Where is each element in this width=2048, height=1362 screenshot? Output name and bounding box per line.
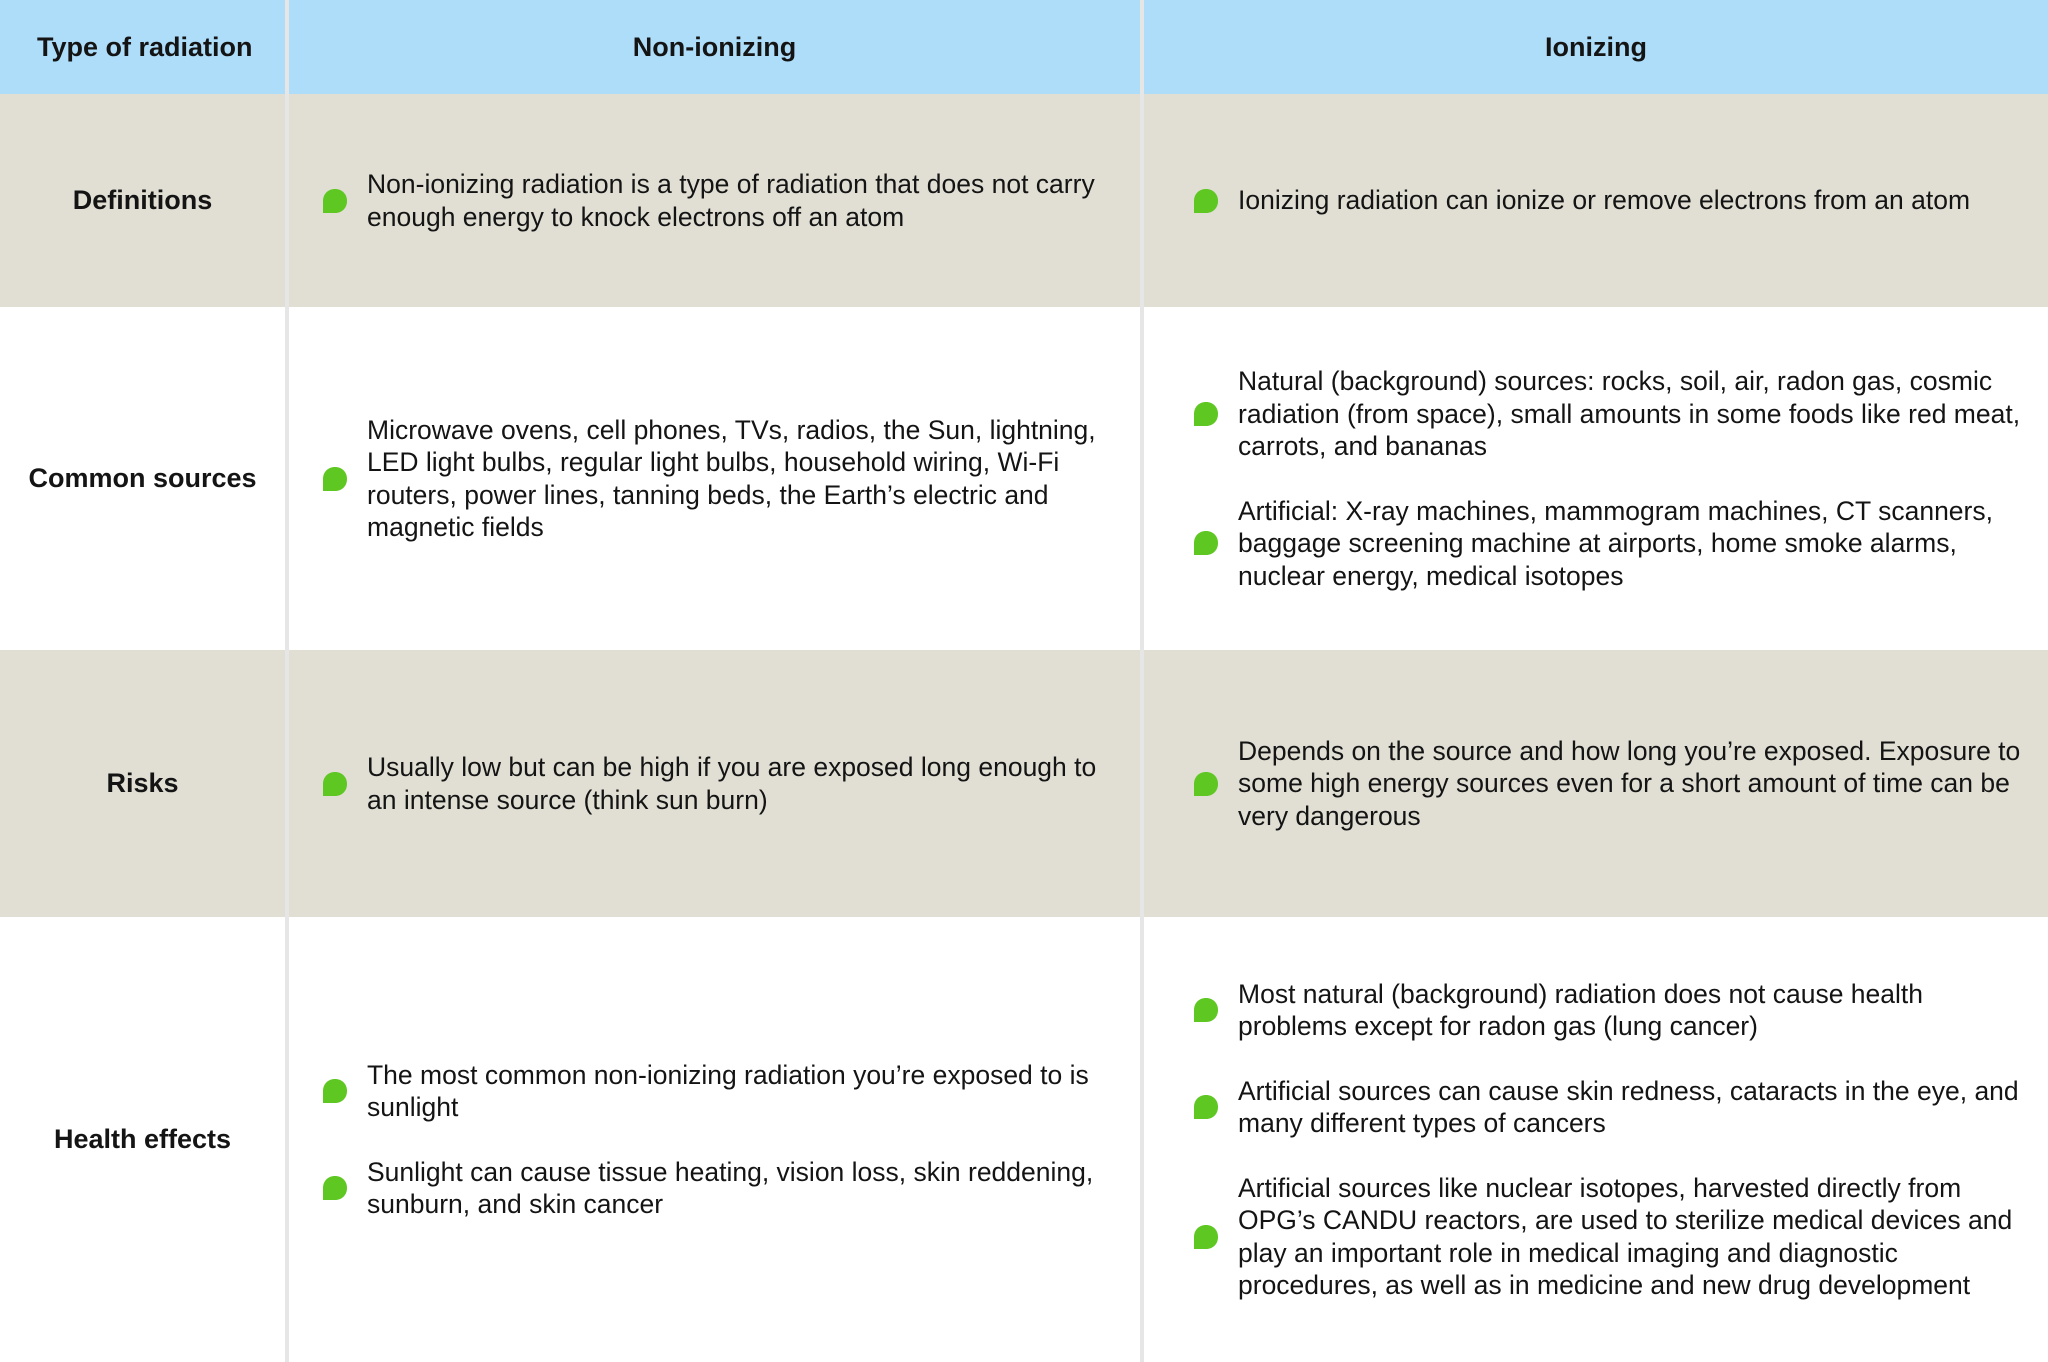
sources-ionizing-cell (1144, 307, 2048, 650)
list-item (1193, 495, 2028, 593)
health-non-ionizing-sunlight-text: The most common non-ionizing radiation you’re exposed to is sunlight (367, 1059, 1089, 1122)
definitions-ionizing-text: Ionizing radiation can ionize or remove electrons from an atom (1238, 185, 1971, 216)
leaf-bullet-icon (1193, 1094, 1219, 1120)
row-label-risks: Risks (0, 650, 285, 917)
leaf-bullet-icon (322, 1175, 348, 1201)
leaf-bullet-icon (1193, 1224, 1219, 1250)
leaf-bullet-icon (1193, 401, 1219, 427)
list-item (322, 1059, 1110, 1124)
health-ionizing-cell (1144, 917, 2048, 1362)
list-item (1193, 1075, 2028, 1140)
sources-ionizing-natural-text: Natural (background) sources: rocks, soil, air, radon gas, cosmic radiation (from space), small amounts in some foods like red meat, carrots, and bananas (1238, 366, 2021, 461)
sources-non-ionizing-text: Microwave ovens, cell phones, TVs, radios, the Sun, lightning, LED light bulbs, regular light bulbs, household wiring, Wi-Fi routers, power lines, tanning beds, the Earth’s electric and magnetic fields (367, 414, 1096, 542)
list-item (1193, 184, 2028, 217)
sources-ionizing-artificial-text: Artificial: X-ray machines, mammogram machines, CT scanners, baggage screening machine at airports, home smoke alarms, nuclear energy, medical isotopes (1238, 495, 1993, 591)
list-item (322, 168, 1110, 233)
definitions-non-ionizing-text: Non-ionizing radiation is a type of radiation that does not carry enough energy to knock electrons off an atom (367, 169, 1095, 232)
header-ionizing: Ionizing (1144, 0, 2048, 94)
row-label-definitions: Definitions (0, 94, 285, 307)
list-item (1193, 365, 2028, 463)
health-non-ionizing-effects-text: Sunlight can cause tissue heating, vision loss, skin reddening, sunburn, and skin cancer (367, 1156, 1094, 1219)
header-type-of-radiation: Type of radiation (0, 0, 285, 94)
definitions-non-ionizing-cell (289, 94, 1140, 307)
leaf-bullet-icon (1193, 771, 1219, 797)
list-item (322, 1156, 1110, 1221)
leaf-bullet-icon (1193, 530, 1219, 556)
health-ionizing-artificial-text: Artificial sources can cause skin redness, cataracts in the eye, and many different types of cancers (1238, 1075, 2019, 1138)
risks-ionizing-text: Depends on the source and how long you’re exposed. Exposure to some high energy sources even for a short amount of time can be very dangerous (1238, 735, 2021, 831)
list-item (1193, 735, 2028, 833)
leaf-bullet-icon (322, 188, 348, 214)
health-non-ionizing-cell (289, 917, 1140, 1362)
list-item (322, 414, 1110, 544)
leaf-bullet-icon (1193, 188, 1219, 214)
sources-non-ionizing-cell (289, 307, 1140, 650)
risks-non-ionizing-text: Usually low but can be high if you are exposed long enough to an intense source (think sun burn) (367, 752, 1097, 815)
risks-non-ionizing-cell (289, 650, 1140, 917)
row-label-health-effects: Health effects (0, 917, 285, 1362)
list-item (1193, 1172, 2028, 1302)
health-ionizing-natural-text: Most natural (background) radiation does not cause health problems except for radon gas (lung cancer) (1238, 978, 1924, 1041)
definitions-ionizing-cell (1144, 94, 2048, 307)
leaf-bullet-icon (322, 1078, 348, 1104)
leaf-bullet-icon (322, 771, 348, 797)
row-label-common-sources: Common sources (0, 307, 285, 650)
list-item (322, 751, 1110, 816)
header-non-ionizing: Non-ionizing (289, 0, 1140, 94)
list-item (1193, 978, 2028, 1043)
risks-ionizing-cell (1144, 650, 2048, 917)
health-ionizing-isotopes-text: Artificial sources like nuclear isotopes, harvested directly from OPG’s CANDU reactors, are used to sterilize medical devices and play an important role in medical imaging and diagnostic procedures, as well as in medicine and new drug development (1238, 1172, 2013, 1300)
leaf-bullet-icon (322, 466, 348, 492)
leaf-bullet-icon (1193, 997, 1219, 1023)
